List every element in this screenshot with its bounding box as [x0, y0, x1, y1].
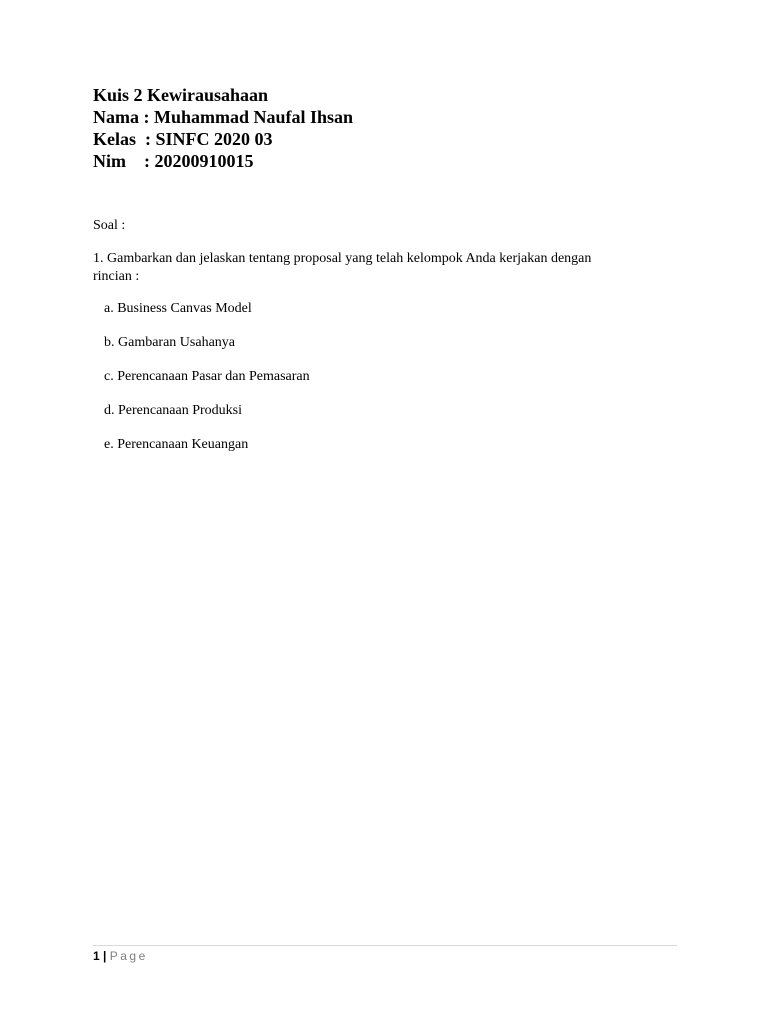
document-header	[93, 84, 353, 172]
question-options-list	[104, 300, 310, 470]
question-text-line-1: 1. Gambarkan dan jelaskan tentang proposal yang telah kelompok Anda kerjakan dengan	[93, 251, 592, 266]
student-id: Nim : 20200910015	[93, 151, 254, 171]
page-label: Page	[109, 949, 148, 963]
option-e: e. Perencanaan Keuangan	[104, 437, 249, 452]
option-b: b. Gambaran Usahanya	[104, 335, 236, 350]
question-text-line-2: rincian :	[93, 269, 140, 284]
page-footer	[93, 948, 148, 964]
quiz-title: Kuis 2 Kewirausahaan	[93, 85, 269, 105]
footer-divider	[93, 945, 677, 946]
footer-separator: |	[103, 949, 107, 963]
option-c: c. Perencanaan Pasar dan Pemasaran	[104, 369, 310, 384]
student-name: Nama : Muhammad Naufal Ihsan	[93, 107, 354, 127]
option-d: d. Perencanaan Produksi	[104, 403, 243, 418]
option-a: a. Business Canvas Model	[104, 301, 252, 316]
page-number: 1	[93, 949, 100, 963]
soal-label: Soal :	[93, 218, 126, 233]
question-1	[93, 250, 673, 286]
student-class: Kelas : SINFC 2020 03	[93, 129, 273, 149]
